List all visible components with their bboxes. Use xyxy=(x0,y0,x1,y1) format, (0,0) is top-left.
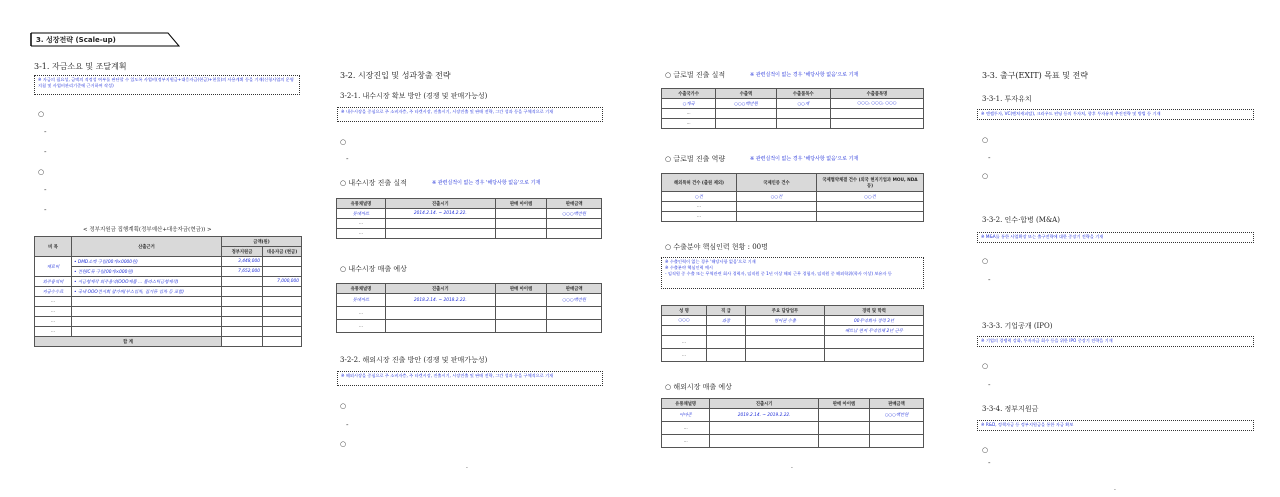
col-header: 국제인증 건수 xyxy=(737,174,817,192)
funding-note: ※ 자금의 필요성, 금액의 적정성 여부를 판단할 수 있도록 사업비(정부지원금+대응자금(현금)+현물)의 사용계획 등을 기재(신청사업의 운영지침 및 사업비관리기준에 근거하여 작성) xyxy=(34,75,300,95)
col-header-gov: 정부지원금 xyxy=(222,247,263,257)
cell: 2018.2.14. ~ 2018.2.22. xyxy=(385,294,495,307)
gov-fund-note: ※ R&D, 정책자금 등 정부지원금을 통한 자금 확보 xyxy=(977,420,1254,431)
overseas-forecast-table xyxy=(661,398,924,448)
bullet: ○ xyxy=(982,136,989,144)
cell: 롯데마트 xyxy=(337,209,386,219)
col-header: 경력 및 학력 xyxy=(825,306,924,316)
export-staff-table xyxy=(661,305,924,362)
bullet: - xyxy=(988,154,991,162)
domestic-results-note: ※ 관련실적이 없는 경우 '해당사항 없음'으로 기재 xyxy=(432,180,541,186)
table-row xyxy=(662,316,924,326)
cell: ... xyxy=(337,219,386,229)
table-row xyxy=(662,192,924,202)
col-header: 해외특허 건수 (출원 제외) xyxy=(662,174,737,192)
cell: ○○건 xyxy=(817,192,924,202)
bullet: - xyxy=(346,421,349,429)
overseas-forecast-title: ○ 해외시장 매출 예상 xyxy=(665,383,732,391)
subsection-title-3-3-4: 3-3-4. 정부지원금 xyxy=(982,405,1039,413)
table-row xyxy=(662,422,924,435)
domestic-strategy-note: ※ 내수시장을 중심으로 주 소비자층, 주 타겟시장, 진출시기, 시장진출 및 판매 전략, 그간 성과 등을 구체적으로 기재 xyxy=(337,107,603,122)
bullet: ○ xyxy=(982,446,989,454)
table-row xyxy=(662,336,924,349)
table-row xyxy=(337,307,602,320)
cell-item: ... xyxy=(35,317,72,327)
table-row xyxy=(35,297,302,307)
total-row xyxy=(35,337,302,347)
subsection-title-3-3-1: 3-3-1. 투자유치 xyxy=(982,95,1032,103)
cell: ○건 xyxy=(662,192,737,202)
table-row xyxy=(35,287,302,297)
col-header-match: 대응자금 (현금) xyxy=(263,247,302,257)
budget-table xyxy=(34,236,302,347)
col-header: 유통채널명 xyxy=(662,399,710,409)
subsection-title-3-3-3: 3-3-3. 기업공개 (IPO) xyxy=(982,322,1053,330)
table-row xyxy=(35,327,302,337)
cell-basis: • 시금형제작 외주용역(OOO제품 ... 플라스틱금형제작) xyxy=(72,277,222,287)
cell xyxy=(495,209,547,219)
cell: ○○○백만원 xyxy=(547,294,602,307)
col-header: 직 급 xyxy=(707,306,746,316)
cell-match xyxy=(263,267,302,277)
global-results-table xyxy=(661,88,924,129)
cell-gov: 3,448,000 xyxy=(222,257,263,267)
cell: 영어권 수출 xyxy=(746,316,825,326)
col-header-amount: 금액(원) xyxy=(222,237,302,247)
cell xyxy=(818,409,869,422)
global-results-note: ※ 관련실적이 없는 경우 '해당사항 없음'으로 기재 xyxy=(750,72,859,78)
cell: ○○○백만원 xyxy=(870,409,924,422)
bullet: ○ xyxy=(340,138,347,146)
cell: ○○건 xyxy=(737,192,817,202)
cell: ... xyxy=(662,336,707,349)
table-row xyxy=(662,435,924,448)
cell-item: ... xyxy=(35,327,72,337)
bullet: ○ xyxy=(38,168,45,176)
cell-match xyxy=(263,257,302,267)
cell: 베트남 현지 무역업체 2년 근무 xyxy=(825,326,924,336)
bullet: ○ xyxy=(340,402,347,410)
col-header: 수출국가수 xyxy=(662,89,716,99)
page-1 xyxy=(0,0,320,497)
table-row xyxy=(662,326,924,336)
cell-item: 재료비 xyxy=(35,257,72,277)
page-2 xyxy=(320,0,640,497)
table-row xyxy=(662,212,924,222)
ipo-note: ※ 기업의 경쟁력 강화, 투자자금 회수 등을 위한 IPO 중장기 전략을 기재 xyxy=(977,336,1254,347)
cell-item: ... xyxy=(35,297,72,307)
cell-gov xyxy=(222,277,263,287)
table-row xyxy=(35,257,302,267)
table-row xyxy=(35,307,302,317)
chapter-title-box xyxy=(30,32,178,46)
col-header: 진출시기 xyxy=(385,199,495,209)
cell-match: 7,000,000 xyxy=(263,277,302,287)
page-3 xyxy=(640,0,960,497)
cell: ○○○백만원 xyxy=(716,99,776,109)
section-title-3-3: 3-3. 출구(EXIT) 목표 및 전략 xyxy=(982,71,1088,80)
domestic-forecast-title: ○ 내수시장 매출 예상 xyxy=(340,265,407,273)
col-header: 판매금액 xyxy=(547,284,602,294)
cell-basis: • DMD소켓 구입(00개×0000원) xyxy=(72,257,222,267)
cell: ... xyxy=(337,320,386,333)
investment-note: ※ 엔젤투자, VC(벤처캐피탈), 크라우드 펀딩 등의 투자처, 향후 투자유치 추진전략 및 방법 등 기재 xyxy=(977,109,1254,120)
col-header: 수출품목수 xyxy=(776,89,830,99)
cell-basis: • 전원IC류 구입(00개×000원) xyxy=(72,267,222,277)
table-row xyxy=(35,277,302,287)
domestic-results-title: ○ 내수시장 진출 실적 xyxy=(340,179,407,187)
bullet: - xyxy=(44,206,47,214)
domestic-forecast-table xyxy=(336,283,602,333)
subsection-title-3-2-2: 3-2-2. 해외시장 진출 방안 (경쟁 및 판매가능성) xyxy=(340,356,488,364)
cell: ... xyxy=(662,212,737,222)
section-title-3-2: 3-2. 시장진입 및 성과창출 전략 xyxy=(340,71,451,80)
col-header: 수출액 xyxy=(716,89,776,99)
col-header: 수출품목명 xyxy=(830,89,923,99)
col-header: 판매금액 xyxy=(870,399,924,409)
cell: ... xyxy=(662,109,716,119)
cell: ○○개 xyxy=(776,99,830,109)
cell: 과장 xyxy=(707,316,746,326)
col-header-item: 비 목 xyxy=(35,237,72,257)
cell: ... xyxy=(662,435,710,448)
col-header: 국제협약체결 건수 (외국 현지기업과 MOU, NDA 등) xyxy=(817,174,924,192)
page-footer: - xyxy=(791,465,793,471)
bullet: - xyxy=(988,459,991,467)
cell: ... xyxy=(337,307,386,320)
table-row xyxy=(35,317,302,327)
cell: ○○○백만원 xyxy=(547,209,602,219)
table-row xyxy=(662,99,924,109)
col-header: 유통채널명 xyxy=(337,284,386,294)
bullet: ○ xyxy=(340,440,347,448)
cell: ... xyxy=(662,422,710,435)
domestic-results-table xyxy=(336,198,602,239)
bullet: ○ xyxy=(38,110,45,118)
bullet: - xyxy=(44,128,47,136)
cell-item: 외주용역비 xyxy=(35,277,72,287)
global-capacity-note: ※ 관련실적이 없는 경우 '해당사항 없음'으로 기재 xyxy=(750,156,859,162)
cell xyxy=(495,294,547,307)
col-header: 판매금액 xyxy=(547,199,602,209)
col-header: 판매 아이템 xyxy=(495,199,547,209)
section-title-3-1: 3-1. 자금소요 및 조달계획 xyxy=(34,62,127,71)
cell: 00무역회사 경력 3년 xyxy=(825,316,924,326)
col-header: 주요 담당업무 xyxy=(746,306,825,316)
page-footer: - xyxy=(1114,487,1116,493)
cell: ... xyxy=(662,349,707,362)
cell: ... xyxy=(337,229,386,239)
budget-table-caption: < 정부지원금 집행계획(정부예산+대응자금(현금)) > xyxy=(83,227,212,233)
global-results-title: ○ 글로벌 진출 실적 xyxy=(665,71,726,79)
cell-basis: • 국내 OOO전시회 참가비(부스임차, 집기류 임차 등 포함) xyxy=(72,287,222,297)
col-header: 진출시기 xyxy=(710,399,819,409)
cell-gov xyxy=(222,287,263,297)
total-label: 합 계 xyxy=(35,337,222,347)
cell: ... xyxy=(662,119,716,129)
cell: 2019.2.14. ~ 2019.2.22. xyxy=(710,409,819,422)
bullet: - xyxy=(988,276,991,284)
cell-match xyxy=(263,287,302,297)
table-row xyxy=(662,119,924,129)
col-header: 진출시기 xyxy=(385,284,495,294)
table-row xyxy=(35,267,302,277)
cell-gov: 7,652,000 xyxy=(222,267,263,277)
col-header: 판매 아이템 xyxy=(818,399,869,409)
table-row xyxy=(337,294,602,307)
overseas-strategy-note: ※ 해외시장을 중심으로 주 소비자층, 주 타겟시장, 진출시기, 시장진출 및 판매 전략, 그간 성과 등을 구체적으로 기재 xyxy=(337,371,603,386)
col-header-basis: 산출근거 xyxy=(72,237,222,257)
cell: ○개국 xyxy=(662,99,716,109)
cell: ○○○ xyxy=(662,316,707,326)
export-staff-title: ○ 수출분야 핵심인력 현황 : 00명 xyxy=(665,243,768,251)
table-row xyxy=(662,349,924,362)
bullet: - xyxy=(44,186,47,194)
cell-item: 지급수수료 xyxy=(35,287,72,297)
bullet: - xyxy=(44,148,47,156)
export-staff-note: ※ 수출인력이 없는 경우 '해당사항 없음'으로 기재 ※ 수출분야 핵심인력 예시 - 임직원 중 수출 또는 무역관련 회사 경력자, 임직원 중 1년 이상 해외 근무 경험자, 임직원 중 해외학위(학사 이상) 보유자 등 xyxy=(661,257,924,289)
cell: 아마존 xyxy=(662,409,710,422)
global-capacity-title: ○ 글로벌 진출 역량 xyxy=(665,155,726,163)
subsection-title-3-3-2: 3-3-2. 인수·합병 (M&A) xyxy=(982,216,1060,224)
bullet: ○ xyxy=(982,362,989,370)
cell: 2014.2.14. ~ 2014.2.22. xyxy=(385,209,495,219)
ma-note: ※ M&A를 통한 사업확장 또는 출구전략에 대한 중장기 전략을 기재 xyxy=(977,232,1254,243)
chapter-title: 3. 성장전략 (Scale-up) xyxy=(36,36,116,44)
bullet: - xyxy=(988,381,991,389)
col-header: 성 명 xyxy=(662,306,707,316)
page-4 xyxy=(960,0,1280,497)
col-header: 유통채널명 xyxy=(337,199,386,209)
table-row xyxy=(337,219,602,229)
cell: ... xyxy=(662,202,737,212)
subsection-title-3-2-1: 3-2-1. 내수시장 확보 방안 (경쟁 및 판매가능성) xyxy=(340,92,488,100)
table-row xyxy=(662,409,924,422)
bullet: ○ xyxy=(982,257,989,265)
page-footer: - xyxy=(466,465,468,471)
table-row xyxy=(337,320,602,333)
cell-item: ... xyxy=(35,307,72,317)
col-header: 판매 아이템 xyxy=(495,284,547,294)
global-capacity-table xyxy=(661,173,924,222)
table-row xyxy=(337,209,602,219)
table-row xyxy=(662,202,924,212)
bullet: ○ xyxy=(982,172,989,180)
bullet: - xyxy=(346,155,349,163)
cell: 롯데마트 xyxy=(337,294,386,307)
table-row xyxy=(337,229,602,239)
table-row xyxy=(662,109,924,119)
cell: ○○○, ○○○, ○○○ xyxy=(830,99,923,109)
